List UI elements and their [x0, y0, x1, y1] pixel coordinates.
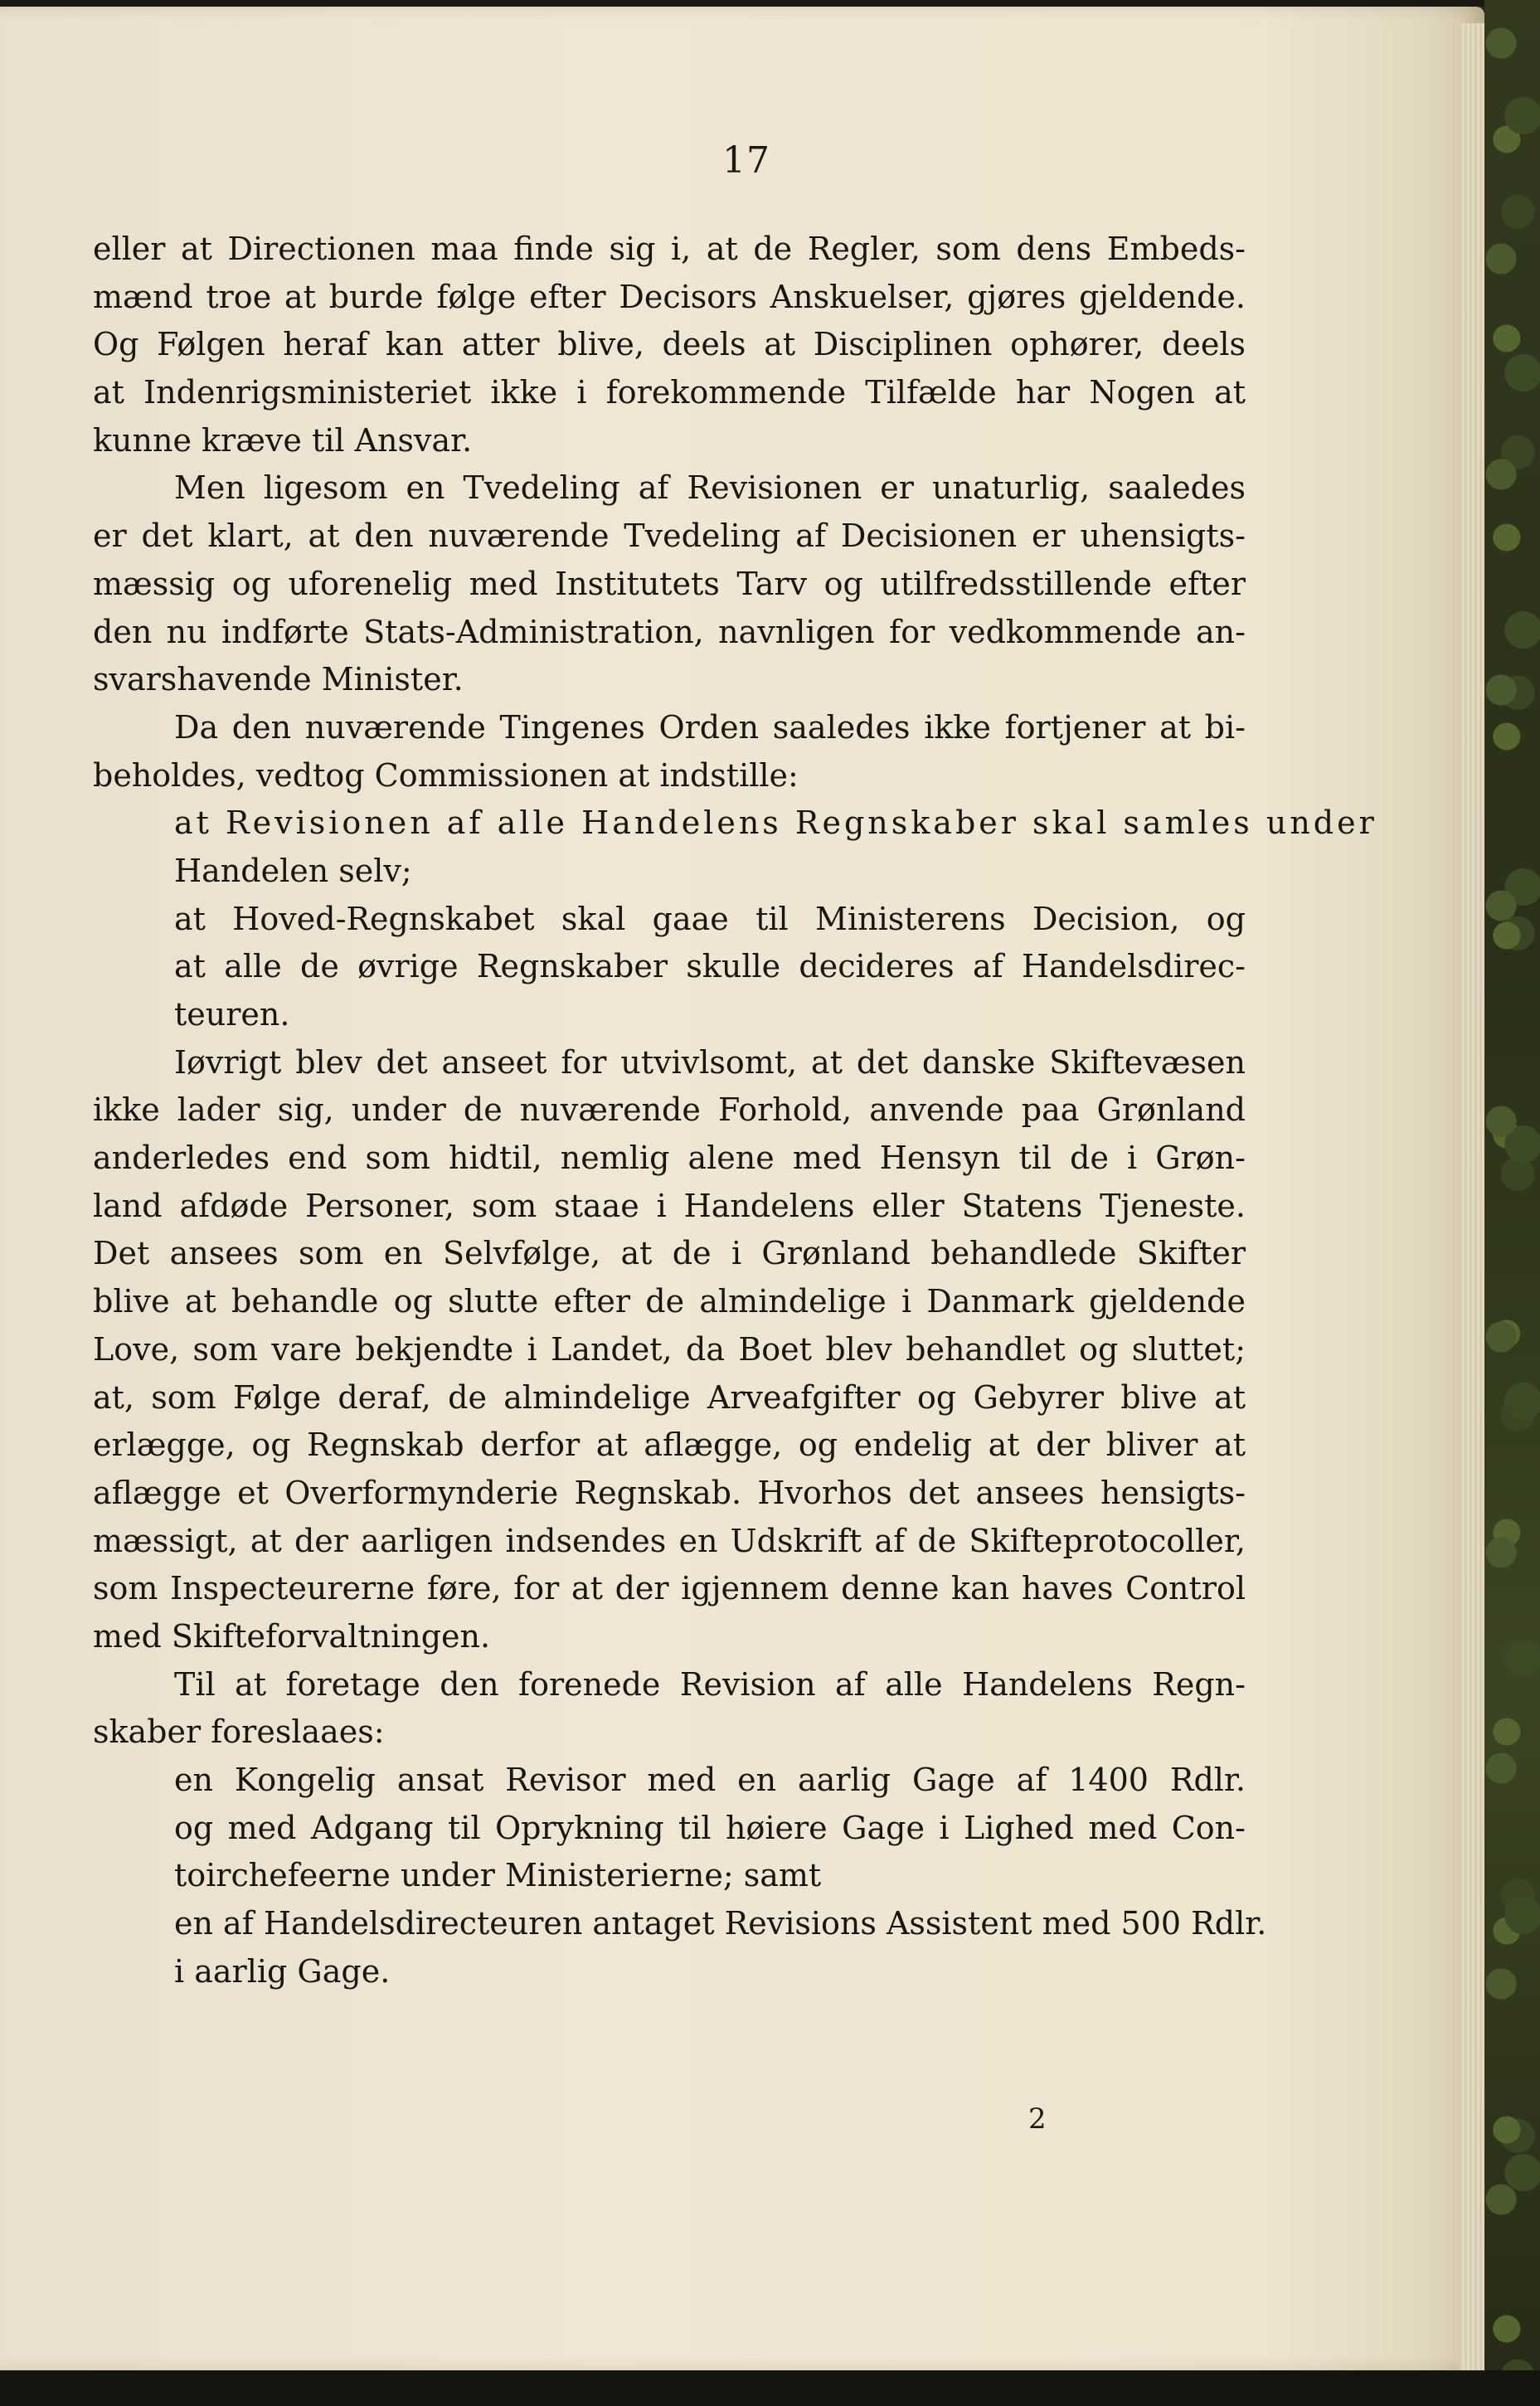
- text-line: blive at behandle og slutte efter de almindelige i Danmark gjeldende: [93, 1283, 1246, 1320]
- scan-bottom-edge: [0, 2370, 1540, 2406]
- text-line: mænd troe at burde følge efter Decisors Anskuelser, gjøres gjeldende.: [93, 278, 1246, 315]
- list-item: en Kongelig ansat Revisor med en aarlig Gage af 1400 Rdlr.: [174, 1762, 1246, 1798]
- signature-mark: 2: [1028, 2102, 1047, 2136]
- text-line: skaber foreslaaes:: [93, 1713, 385, 1751]
- text-line: Love, som vare bekjendte i Landet, da Boet blev behandlet og sluttet;: [93, 1330, 1246, 1368]
- text-line: anderledes end som hidtil, nemlig alene med Hensyn til de i Grøn-: [93, 1140, 1246, 1177]
- text-line: aflægge et Overformynderie Regnskab. Hvorhos det ansees hensigts-: [93, 1474, 1246, 1511]
- text-line: mæssigt, at der aarligen indsendes en Udskrift af de Skifteprotocoller,: [93, 1522, 1246, 1559]
- text-line: Da den nuværende Tingenes Orden saaledes ikke fortjener at bi-: [174, 708, 1246, 746]
- page-edge-stack: [1460, 23, 1484, 2370]
- text-line: og med Adgang til Oprykning til høiere Gage i Lighed med Con-: [174, 1809, 1246, 1846]
- text-line: kunne kræve til Ansvar.: [93, 421, 473, 459]
- text-line: land afdøde Personer, som staae i Handelens eller Statens Tjeneste.: [93, 1187, 1246, 1224]
- text-line: Og Følgen heraf kan atter blive, deels at Disciplinen ophører, deels: [93, 326, 1246, 363]
- page-number: 17: [722, 139, 770, 182]
- text-line: Til at foretage den forenede Revision af alle Handelens Regn-: [174, 1665, 1246, 1703]
- list-item: at Revisionen af alle Handelens Regnskaber skal samles under: [174, 804, 1377, 842]
- text-line: ikke lader sig, under de nuværende Forhold, anvende paa Grønland: [93, 1091, 1246, 1129]
- scan-top-edge: [0, 0, 1540, 7]
- text-line: med Skifteforvaltningen.: [93, 1617, 491, 1655]
- text-line: at, som Følge deraf, de almindelige Arveafgifter og Gebyrer blive at: [93, 1378, 1246, 1416]
- text-line: Handelen selv;: [174, 852, 412, 889]
- text-line: erlægge, og Regnskab derfor at aflægge, og endelig at der bliver at: [93, 1427, 1246, 1464]
- text-line: Iøvrigt blev det anseet for utvivlsomt, at det danske Skiftevæsen: [174, 1043, 1246, 1081]
- text-line: toirchefeerne under Ministerierne; samt: [174, 1857, 822, 1894]
- text-line: i aarlig Gage.: [174, 1952, 391, 1990]
- list-item: at alle de øvrige Regnskaber skulle decideres af Handelsdirec-: [174, 948, 1246, 985]
- body-text: [93, 226, 1377, 1995]
- text-line: beholdes, vedtog Commissionen at indstille:: [93, 756, 799, 794]
- text-line: eller at Directionen maa finde sig i, at de Regler, som dens Embeds-: [93, 231, 1246, 267]
- text-line: Men ligesom en Tvedeling af Revisionen er unaturlig, saaledes: [174, 469, 1246, 507]
- text-line: den nu indførte Stats-Administration, navnligen for vedkommende an-: [93, 613, 1246, 650]
- text-line: teuren.: [174, 996, 290, 1033]
- marbled-book-edge: [1484, 0, 1540, 2406]
- text-line: som Inspecteurerne føre, for at der igjennem denne kan haves Control: [93, 1570, 1246, 1607]
- text-line: mæssig og uforenelig med Institutets Tarv og utilfredsstillende efter: [93, 565, 1246, 602]
- text-line: svarshavende Minister.: [93, 661, 464, 698]
- text-line: er det klart, at den nuværende Tvedeling af Decisionen er uhensigts-: [93, 518, 1246, 555]
- list-item: en af Handelsdirecteuren antaget Revisions Assistent med 500 Rdlr.: [174, 1905, 1267, 1942]
- text-line: Det ansees som en Selvfølge, at de i Grønland behandlede Skifter: [93, 1235, 1246, 1272]
- text-line: at Indenrigsministeriet ikke i forekommende Tilfælde har Nogen at: [93, 374, 1246, 411]
- list-item: at Hoved-Regnskabet skal gaae til Ministerens Decision, og: [174, 900, 1246, 937]
